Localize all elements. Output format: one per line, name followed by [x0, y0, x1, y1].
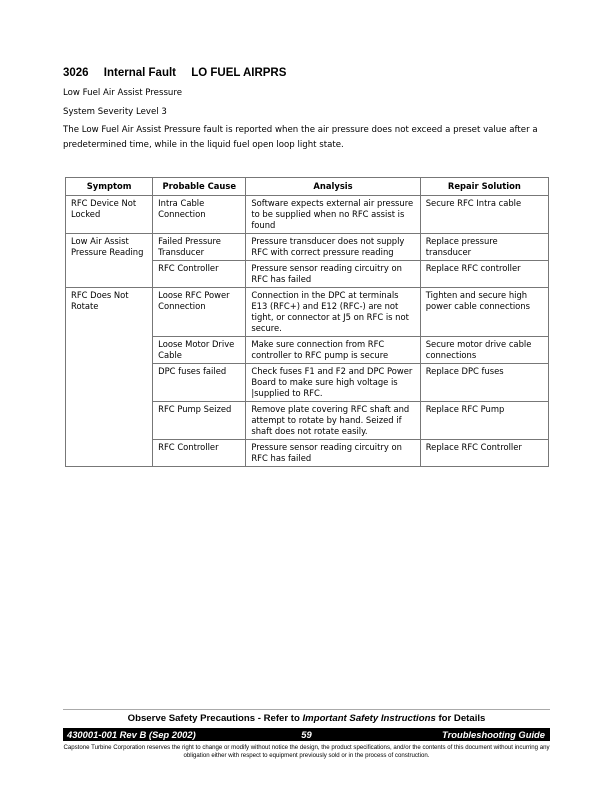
fault-name: LO FUEL AIRPRS: [191, 67, 287, 79]
guide-title: Troubleshooting Guide: [442, 729, 545, 740]
table-row: [66, 288, 549, 337]
analysis-cell: Software expects external air pressure to be supplied when no RFC assist is found: [246, 196, 420, 234]
cause-cell: Loose RFC Power Connection: [153, 288, 246, 337]
cause-cell: RFC Pump Seized: [153, 402, 246, 440]
header-solution: Repair Solution: [420, 178, 548, 196]
cause-cell: RFC Controller: [153, 440, 246, 467]
cause-cell: Failed Pressure Transducer: [153, 234, 246, 261]
analysis-cell: Check fuses F1 and F2 and DPC Power Board to make sure high voltage is |supplied to RFC.: [246, 364, 420, 402]
analysis-cell: Connection in the DPC at terminals E13 (RFC+) and E12 (RFC-) are not tight, or connector at J5 on RFC is not secure.: [246, 288, 420, 337]
header-cause: Probable Cause: [153, 178, 246, 196]
fault-subtitle: Low Fuel Air Assist Pressure: [63, 88, 183, 98]
symptom-cell: RFC Does Not Rotate: [66, 288, 153, 467]
solution-cell: Replace RFC Controller: [420, 440, 548, 467]
table-row: [66, 234, 549, 261]
safety-prefix: Observe Safety Precautions - Refer to: [127, 713, 303, 724]
safety-suffix: for Details: [435, 713, 486, 724]
fault-category: Internal Fault: [103, 67, 176, 79]
symptom-cell: RFC Device Not Locked: [66, 196, 153, 234]
table-header-row: [66, 178, 549, 196]
page-number: 59: [301, 729, 312, 740]
solution-cell: Tighten and secure high power cable connections: [420, 288, 548, 337]
solution-cell: Replace pressure transducer: [420, 234, 548, 261]
fault-heading: [63, 67, 298, 79]
troubleshooting-table: [65, 177, 549, 467]
fault-description: The Low Fuel Air Assist Pressure fault is reported when the air pressure does not exceed a preset value after a predetermined time, while in the liquid fuel open loop light state.: [63, 125, 538, 150]
severity-level: System Severity Level 3: [63, 107, 167, 117]
legal-disclaimer: Capstone Turbine Corporation reserves the right to change or modify without notice the design, the product specifications, and/or the contents of this document without incurring any obligation either with respect to equipment previously sold or in the process of construction.: [63, 744, 550, 759]
fault-code: 3026: [63, 67, 89, 79]
header-symptom: Symptom: [66, 178, 153, 196]
cause-cell: Loose Motor Drive Cable: [153, 337, 246, 364]
solution-cell: Replace RFC controller: [420, 261, 548, 288]
analysis-cell: Make sure connection from RFC controller to RFC pump is secure: [246, 337, 420, 364]
header-analysis: Analysis: [246, 178, 420, 196]
document-number: 430001-001 Rev B (Sep 2002): [67, 729, 196, 740]
footer-divider: [63, 709, 550, 710]
cause-cell: Intra Cable Connection: [153, 196, 246, 234]
solution-cell: Secure RFC Intra cable: [420, 196, 548, 234]
safety-notice: [63, 713, 550, 724]
analysis-cell: Pressure sensor reading circuitry on RFC has failed: [246, 440, 420, 467]
analysis-cell: Pressure transducer does not supply RFC with correct pressure reading: [246, 234, 420, 261]
cause-cell: RFC Controller: [153, 261, 246, 288]
analysis-cell: Pressure sensor reading circuitry on RFC has failed: [246, 261, 420, 288]
solution-cell: Replace RFC Pump: [420, 402, 548, 440]
footer-bar: [63, 728, 550, 741]
symptom-cell: Low Air Assist Pressure Reading: [66, 234, 153, 288]
table-row: [66, 196, 549, 234]
solution-cell: Replace DPC fuses: [420, 364, 548, 402]
cause-cell: DPC fuses failed: [153, 364, 246, 402]
safety-instructions-reference: Important Safety Instructions: [302, 713, 436, 724]
solution-cell: Secure motor drive cable connections: [420, 337, 548, 364]
analysis-cell: Remove plate covering RFC shaft and attempt to rotate by hand. Seized if shaft does not rotate easily.: [246, 402, 420, 440]
